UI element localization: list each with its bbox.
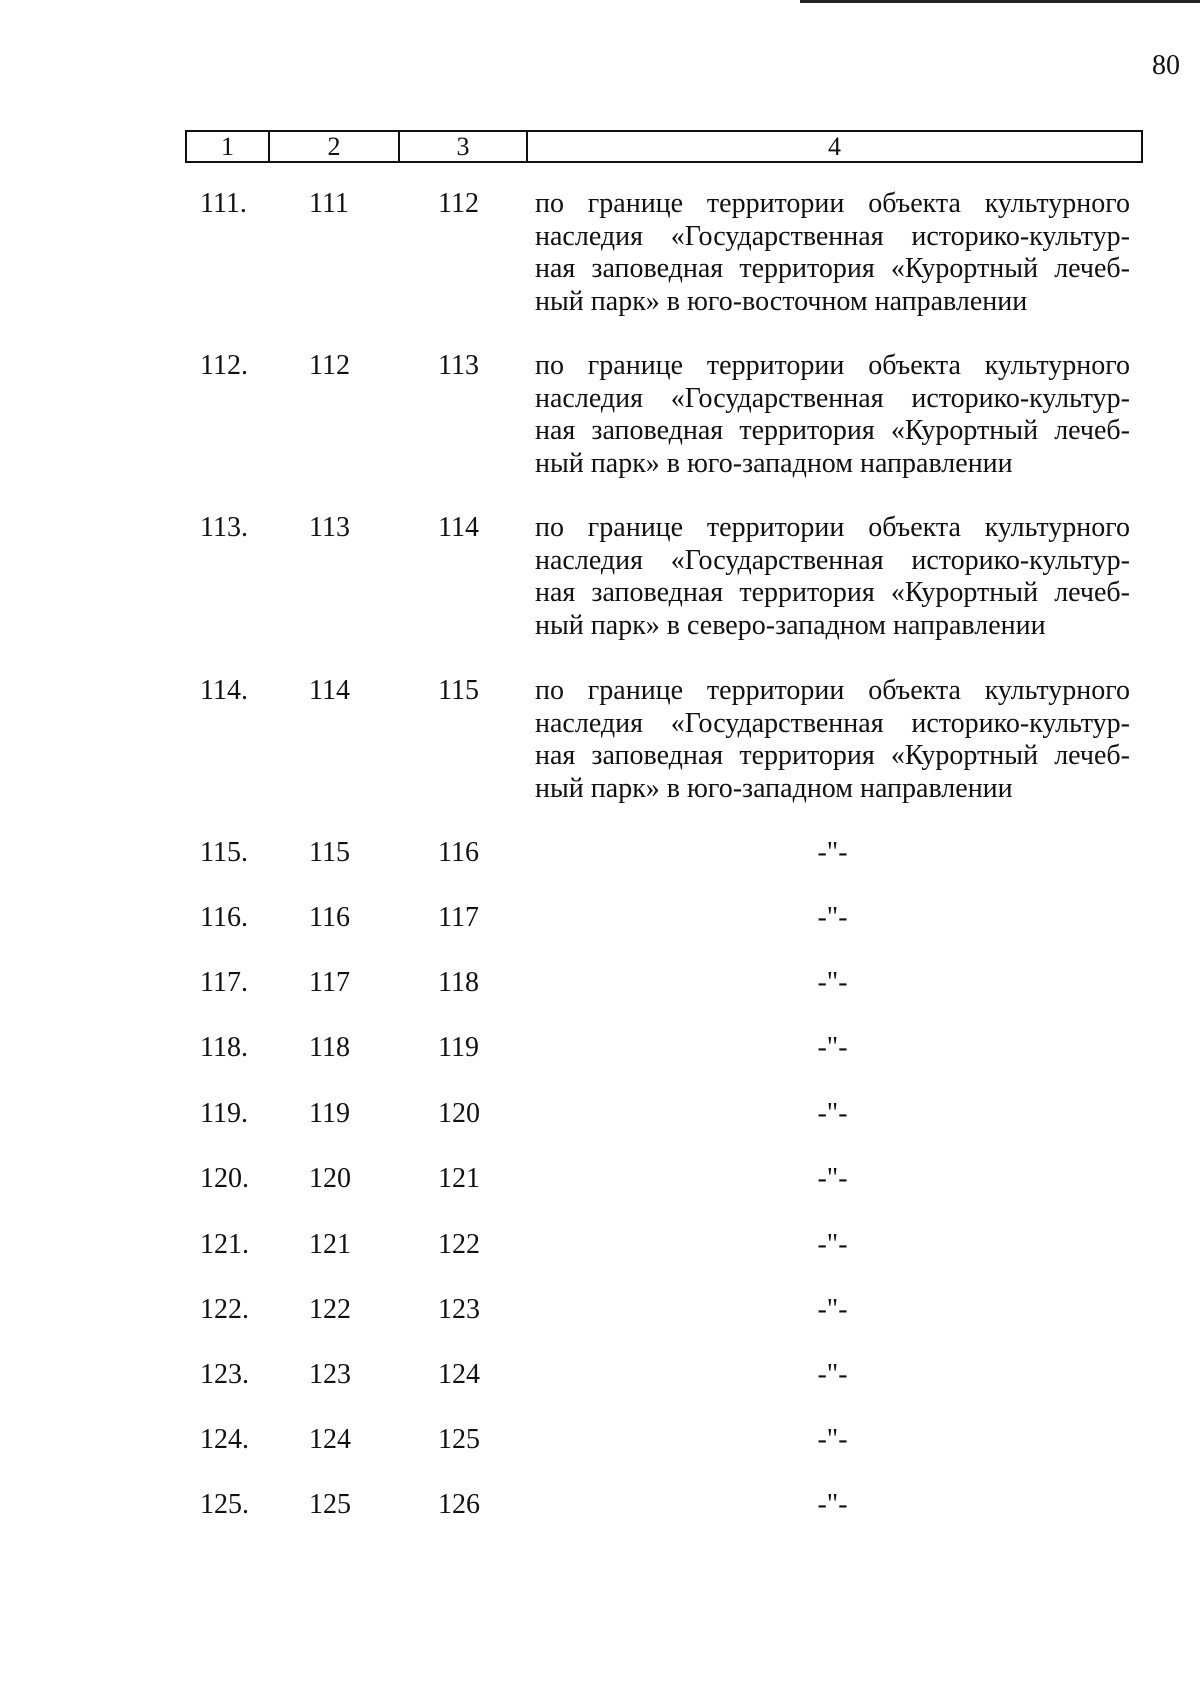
from-point: 111 [309, 188, 349, 219]
ditto-mark: -"- [817, 1098, 848, 1129]
boundary-description [535, 675, 1130, 805]
to-point: 122 [438, 1229, 480, 1260]
from-point: 123 [309, 1359, 351, 1390]
row-number: 117. [200, 967, 248, 998]
header-cell-4: 4 [828, 132, 841, 161]
ditto-mark: -"- [817, 902, 848, 933]
from-point: 117 [309, 967, 350, 998]
description-line: наследия «Государственная историко-культур- [535, 707, 1130, 739]
to-point: 123 [438, 1294, 480, 1325]
description-line: ный парк» в юго-западном направлении [535, 772, 1013, 804]
boundary-description [535, 350, 1130, 480]
header-cell-1: 1 [187, 132, 270, 161]
from-point: 112 [309, 350, 350, 381]
to-point: 113 [438, 350, 479, 381]
boundary-description [535, 188, 1130, 318]
from-point: 122 [309, 1294, 351, 1325]
row-number: 119. [200, 1098, 248, 1129]
description-line: ная заповедная территория «Курортный лечеб- [535, 577, 1130, 608]
row-number: 120. [200, 1163, 249, 1194]
description-line: ная заповедная территория «Курортный лечеб- [535, 253, 1130, 284]
row-number: 112. [200, 350, 248, 381]
ditto-mark: -"- [817, 1294, 848, 1325]
description-line: по границе территории объекта культурного [535, 350, 1130, 381]
to-point: 115 [438, 675, 479, 706]
description-line: наследия «Государственная историко-культур- [535, 544, 1130, 576]
to-point: 114 [438, 512, 479, 543]
ditto-mark: -"- [817, 837, 848, 868]
row-number: 111. [200, 188, 247, 219]
header-cell-3: 3 [400, 132, 528, 161]
description-line: по границе территории объекта культурного [535, 675, 1130, 706]
boundary-description [535, 512, 1130, 642]
row-number: 116. [200, 902, 248, 933]
to-point: 125 [438, 1424, 480, 1455]
ditto-mark: -"- [817, 967, 848, 998]
description-line: ный парк» в северо-западном направлении [535, 609, 1046, 641]
description-line: ный парк» в юго-восточном направлении [535, 285, 1028, 317]
from-point: 121 [309, 1229, 351, 1260]
to-point: 119 [438, 1032, 479, 1063]
description-line: наследия «Государственная историко-культур- [535, 220, 1130, 252]
description-line: ная заповедная территория «Курортный лечеб- [535, 740, 1130, 771]
ditto-mark: -"- [817, 1359, 848, 1390]
from-point: 113 [309, 512, 350, 543]
to-point: 116 [438, 837, 479, 868]
from-point: 118 [309, 1032, 350, 1063]
from-point: 116 [309, 902, 350, 933]
row-number: 115. [200, 837, 248, 868]
row-number: 113. [200, 512, 248, 543]
from-point: 125 [309, 1489, 351, 1520]
row-number: 121. [200, 1229, 249, 1260]
row-number: 123. [200, 1359, 249, 1390]
description-line: наследия «Государственная историко-культур- [535, 382, 1130, 414]
to-point: 124 [438, 1359, 480, 1390]
row-number: 125. [200, 1489, 249, 1520]
from-point: 114 [309, 675, 350, 706]
from-point: 120 [309, 1163, 351, 1194]
to-point: 118 [438, 967, 479, 998]
description-line: ная заповедная территория «Курортный лечеб- [535, 415, 1130, 446]
to-point: 112 [438, 188, 479, 219]
to-point: 126 [438, 1489, 480, 1520]
from-point: 119 [309, 1098, 350, 1129]
description-line: по границе территории объекта культурного [535, 512, 1130, 543]
to-point: 120 [438, 1098, 480, 1129]
to-point: 121 [438, 1163, 480, 1194]
row-number: 122. [200, 1294, 249, 1325]
to-point: 117 [438, 902, 479, 933]
ditto-mark: -"- [817, 1424, 848, 1455]
from-point: 124 [309, 1424, 351, 1455]
ditto-mark: -"- [817, 1229, 848, 1260]
from-point: 115 [309, 837, 350, 868]
page-number: 80 [1152, 50, 1180, 81]
ditto-mark: -"- [817, 1489, 848, 1520]
row-number: 118. [200, 1032, 248, 1063]
top-edge-rule [800, 0, 1200, 3]
table-header [185, 130, 1143, 163]
row-number: 114. [200, 675, 248, 706]
header-cell-2: 2 [270, 132, 400, 161]
description-line: по границе территории объекта культурного [535, 188, 1130, 219]
description-line: ный парк» в юго-западном направлении [535, 447, 1013, 479]
ditto-mark: -"- [817, 1163, 848, 1194]
row-number: 124. [200, 1424, 249, 1455]
ditto-mark: -"- [817, 1032, 848, 1063]
